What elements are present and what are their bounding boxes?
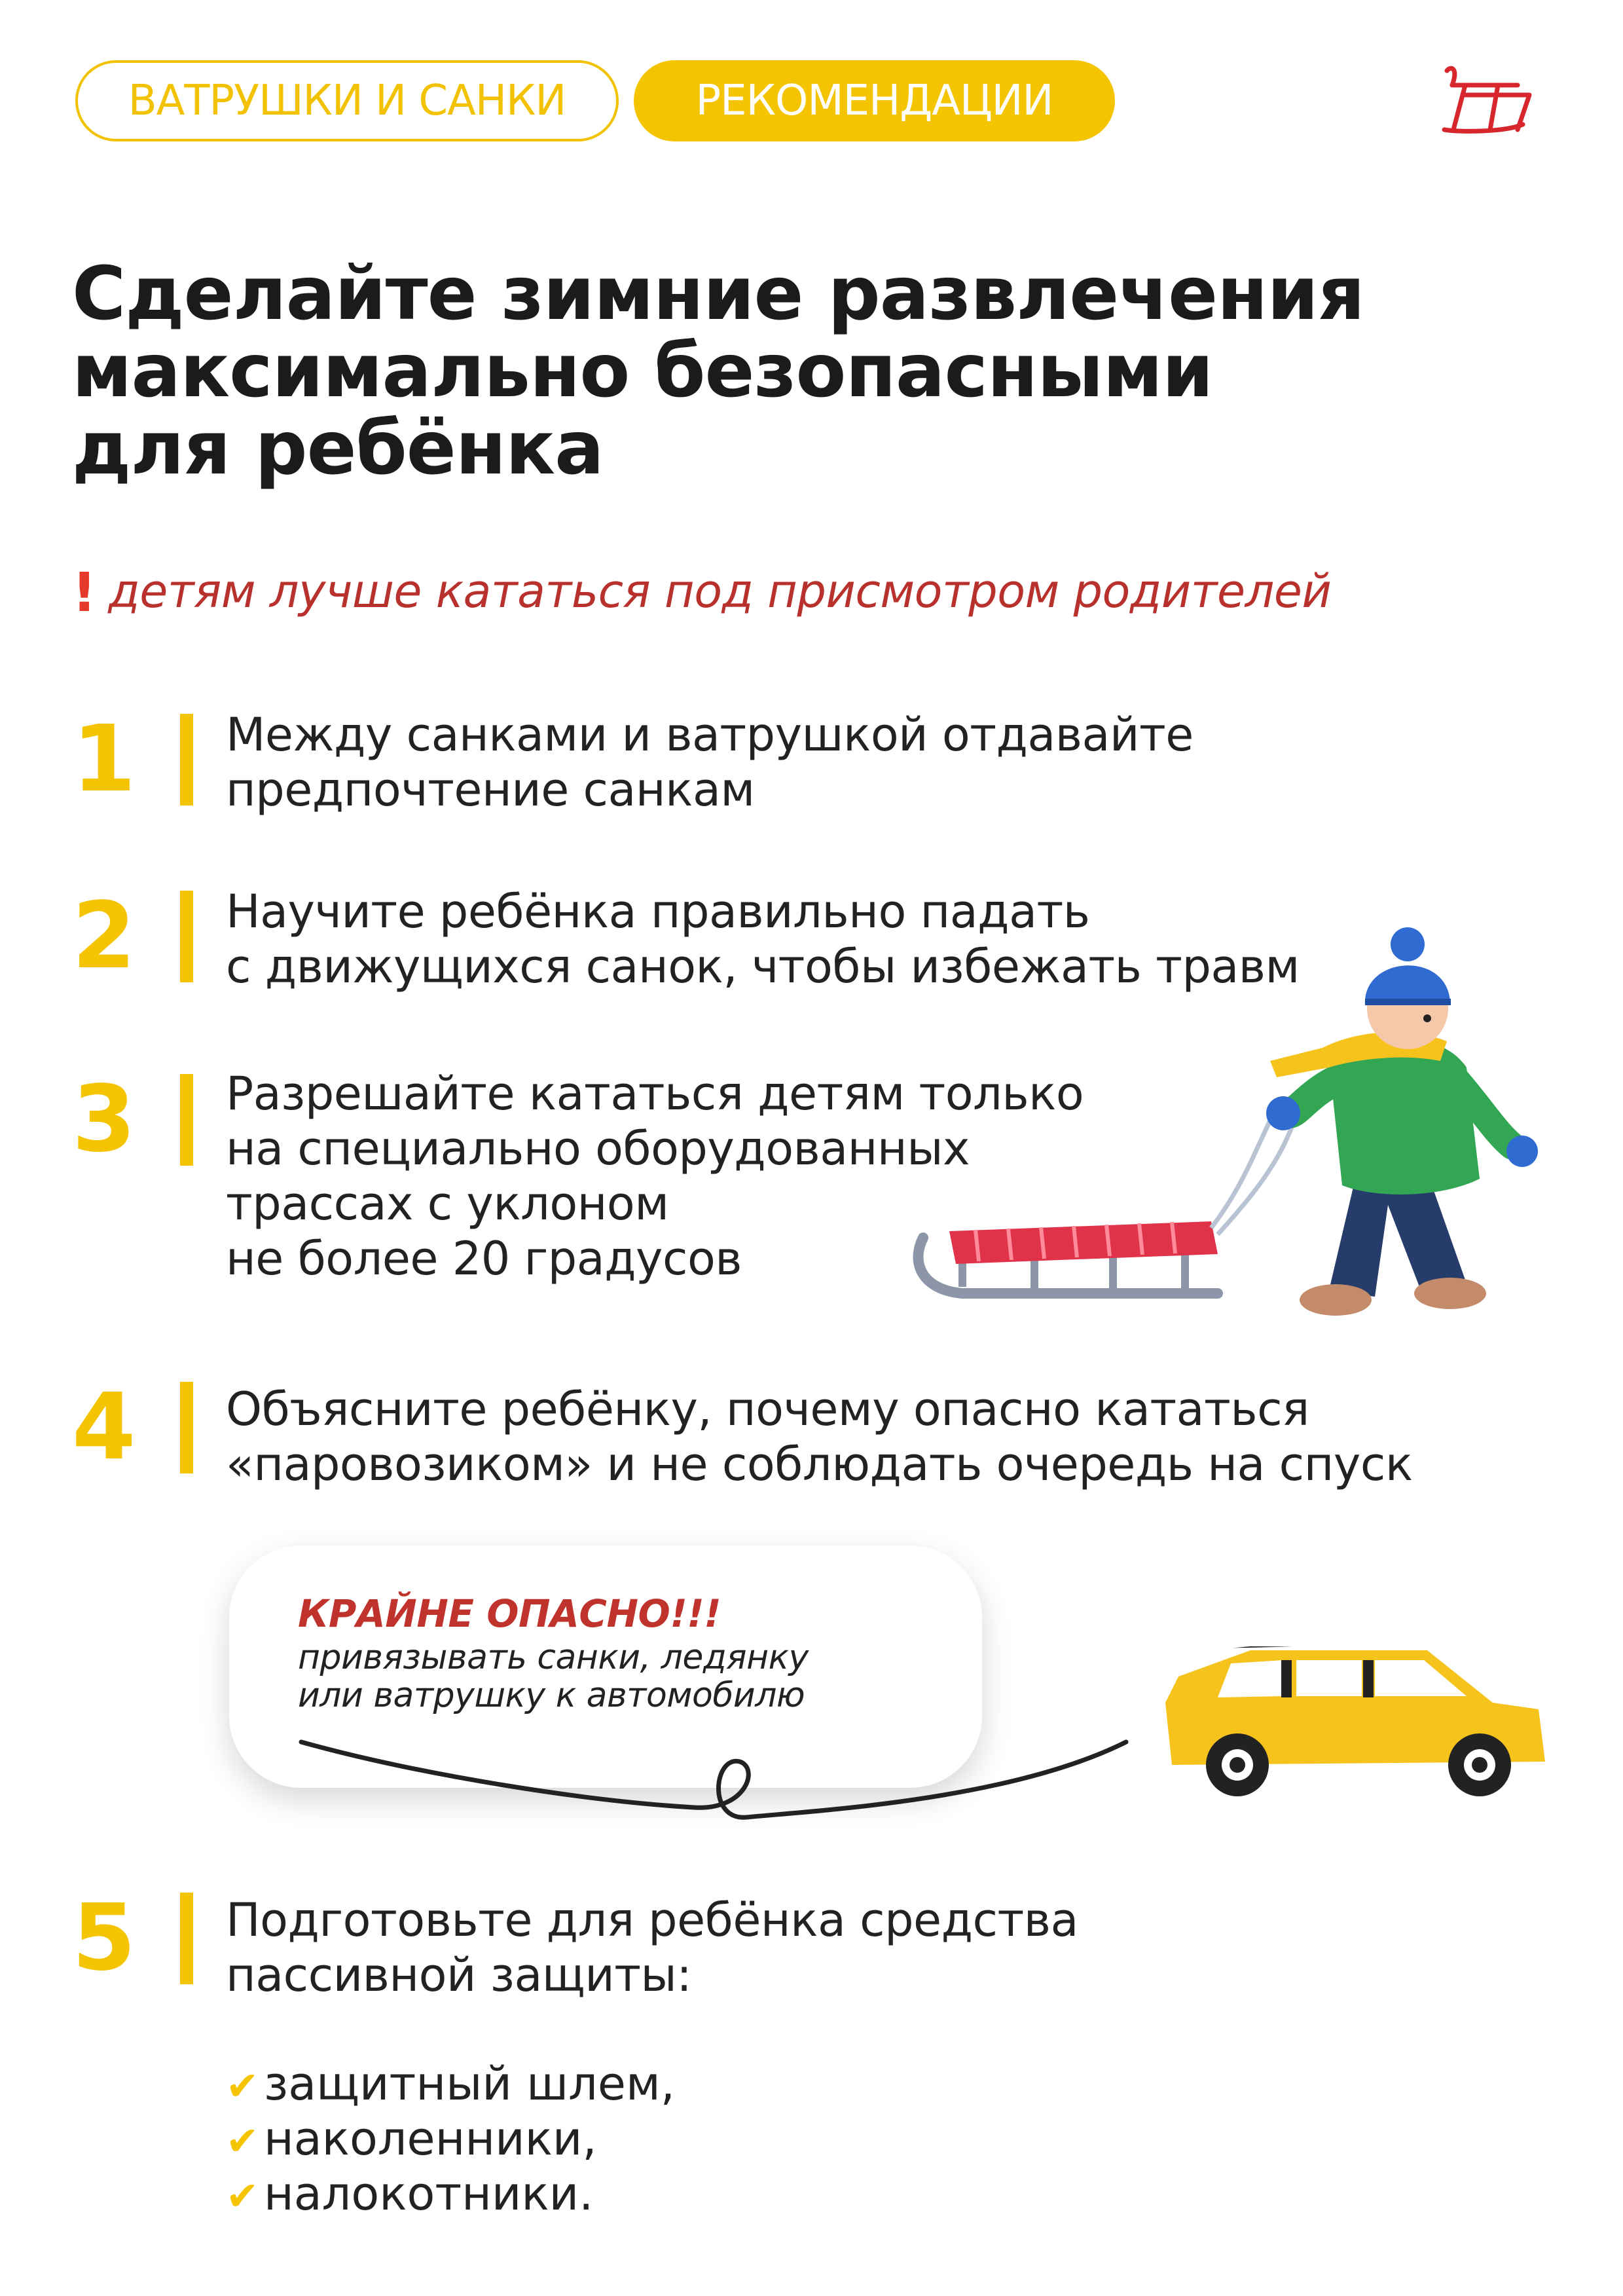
item-number: 5 (72, 1885, 136, 1991)
item-number: 4 (72, 1374, 136, 1481)
item-divider (180, 1074, 193, 1166)
item-line: на специально оборудованных (226, 1122, 970, 1176)
danger-line: или ватрушку к автомобилю (298, 1676, 805, 1715)
child-with-sled-illustration (903, 897, 1571, 1329)
item-line: Подготовьте для ребёнка средства (226, 1893, 1078, 1947)
list-item (226, 1893, 1078, 2003)
danger-line: привязывать санки, ледянку (298, 1638, 809, 1677)
checkmark-icon: ✔ (226, 2119, 259, 2164)
list-item (226, 707, 1194, 817)
item-line: предпочтение санкам (226, 763, 755, 817)
item-line: трассах с уклоном (226, 1177, 669, 1231)
checkmark-icon: ✔ (226, 2064, 259, 2109)
list-item (226, 1382, 1413, 1492)
tow-rope-illustration (288, 1703, 1218, 1860)
item-line: с движущихся санок, чтобы избежать травм (226, 940, 1300, 993)
item-line: «паровозиком» и не соблюдать очередь на спуск (226, 1437, 1413, 1491)
item-number: 2 (72, 883, 136, 990)
item-divider (180, 714, 193, 805)
title-line: для ребёнка (72, 406, 604, 491)
item-line: Объясните ребёнку, почему опасно кататься (226, 1382, 1309, 1436)
checklist-label: налокотники. (264, 2167, 594, 2221)
item-line: пассивной защиты: (226, 1948, 692, 2002)
warning-text: детям лучше кататься под присмотром родителей (108, 565, 1332, 618)
checklist-item (226, 2166, 593, 2224)
item-divider (180, 1382, 193, 1473)
page-title (72, 251, 1447, 491)
item-divider (180, 891, 193, 982)
item-line: Научите ребёнка правильно падать (226, 885, 1090, 938)
title-line: максимально безопасными (72, 329, 1213, 414)
item-line: Между санками и ватрушкой отдавайте (226, 708, 1194, 762)
checklist-item (226, 2056, 675, 2114)
car-illustration (1152, 1624, 1558, 1807)
supervision-warning (72, 562, 1331, 624)
item-line: не более 20 градусов (226, 1232, 742, 1286)
tag-recommendations: РЕКОМЕНДАЦИИ (634, 60, 1115, 141)
item-line: Разрешайте кататься детям только (226, 1067, 1084, 1120)
sled-icon (1439, 59, 1537, 138)
item-divider (180, 1893, 193, 1984)
checklist-label: защитный шлем, (264, 2057, 676, 2111)
tag-tubes-and-sleds: ВАТРУШКИ И САНКИ (75, 60, 619, 141)
title-line: Сделайте зимние развлечения (72, 251, 1364, 337)
item-number: 1 (72, 706, 136, 813)
danger-heading: КРАЙНЕ ОПАСНО!!! (298, 1591, 721, 1636)
item-number: 3 (72, 1066, 136, 1173)
checklist-item (226, 2111, 597, 2169)
exclamation-icon: ! (72, 562, 97, 624)
checklist-label: наколенники, (264, 2112, 597, 2166)
checkmark-icon: ✔ (226, 2174, 259, 2219)
